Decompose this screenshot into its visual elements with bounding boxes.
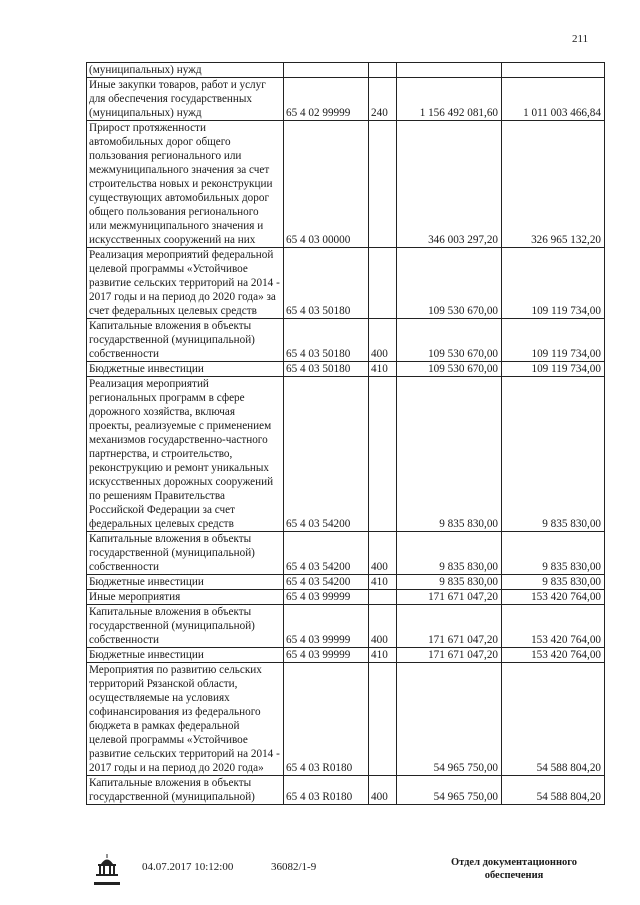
row-name: Иные закупки товаров, работ и услуг для обеспечения государственных (муниципальных) нужд: [87, 78, 284, 121]
row-expense-type: 400: [369, 776, 397, 805]
budget-table-body: [87, 63, 605, 805]
row-amount-2020: 9 835 830,00: [502, 575, 605, 590]
row-expense-type: [369, 248, 397, 319]
row-name: Реализация мероприятий региональных программ в сфере дорожного хозяйства, включая проекты, реализуемые с применением механизмов государственно-частного партнерства, и строительство, реконструкцию и ремонт уникальных искусственных дорожных сооружений по решениям Правительства Российской Федерации за счет федеральных целевых средств: [87, 377, 284, 532]
duma-logo: [92, 852, 122, 886]
row-target-code: 65 4 03 54200: [284, 377, 369, 532]
row-target-code: 65 4 03 99999: [284, 590, 369, 605]
row-target-code: 65 4 03 54200: [284, 575, 369, 590]
row-amount-2019: 54 965 750,00: [397, 663, 502, 776]
row-name: Иные мероприятия: [87, 590, 284, 605]
row-amount-2020: 326 965 132,20: [502, 121, 605, 248]
row-name: Бюджетные инвестиции: [87, 575, 284, 590]
row-name: Бюджетные инвестиции: [87, 362, 284, 377]
table-row: [87, 575, 605, 590]
row-amount-2019: 9 835 830,00: [397, 377, 502, 532]
row-amount-2019: 9 835 830,00: [397, 575, 502, 590]
row-target-code: 65 4 03 99999: [284, 605, 369, 648]
row-amount-2020: 153 420 764,00: [502, 605, 605, 648]
row-target-code: 65 4 02 99999: [284, 78, 369, 121]
row-expense-type: [369, 590, 397, 605]
row-amount-2019: 346 003 297,20: [397, 121, 502, 248]
row-amount-2019: 109 530 670,00: [397, 319, 502, 362]
row-name: (муниципальных) нужд: [87, 63, 284, 78]
table-row: [87, 63, 605, 78]
row-name: Прирост протяженности автомобильных дорог общего пользования регионального или межмуниципального значения за счет строительства новых и реконструкции существующих автомобильных дорог общего пользования регионального или межмуниципального значения и искусственных сооружений на них: [87, 121, 284, 248]
row-expense-type: 400: [369, 605, 397, 648]
row-target-code: 65 4 03 50180: [284, 248, 369, 319]
row-target-code: 65 4 03 R0180: [284, 776, 369, 805]
table-row: [87, 362, 605, 377]
row-amount-2019: 171 671 047,20: [397, 648, 502, 663]
row-expense-type: 410: [369, 362, 397, 377]
row-name: Капитальные вложения в объекты государственной (муниципальной) собственности: [87, 605, 284, 648]
row-expense-type: [369, 377, 397, 532]
table-row: [87, 319, 605, 362]
row-target-code: 65 4 03 50180: [284, 319, 369, 362]
row-expense-type: 400: [369, 319, 397, 362]
table-row: [87, 532, 605, 575]
row-amount-2020: 54 588 804,20: [502, 776, 605, 805]
row-amount-2020: 109 119 734,00: [502, 362, 605, 377]
row-amount-2019: 171 671 047,20: [397, 605, 502, 648]
row-amount-2019: 171 671 047,20: [397, 590, 502, 605]
row-amount-2020: 153 420 764,00: [502, 590, 605, 605]
row-target-code: 65 4 03 54200: [284, 532, 369, 575]
row-amount-2020: 153 420 764,00: [502, 648, 605, 663]
row-target-code: [284, 63, 369, 78]
row-amount-2020: 54 588 804,20: [502, 663, 605, 776]
row-target-code: 65 4 03 50180: [284, 362, 369, 377]
table-row: [87, 663, 605, 776]
row-amount-2019: [397, 63, 502, 78]
page-number: 211: [572, 33, 589, 45]
table-row: [87, 648, 605, 663]
row-amount-2020: 109 119 734,00: [502, 319, 605, 362]
row-amount-2019: 109 530 670,00: [397, 362, 502, 377]
budget-table: [86, 62, 605, 805]
footer-datetime: 04.07.2017 10:12:00: [142, 861, 234, 873]
row-amount-2019: 54 965 750,00: [397, 776, 502, 805]
row-expense-type: [369, 63, 397, 78]
row-name: Капитальные вложения в объекты государственной (муниципальной): [87, 776, 284, 805]
row-amount-2019: 1 156 492 081,60: [397, 78, 502, 121]
row-expense-type: [369, 663, 397, 776]
table-row: [87, 248, 605, 319]
row-name: Мероприятия по развитию сельских территорий Рязанской области, осуществляемые на условиях софинансирования из федерального бюджета в рамках федеральной целевой программы «Устойчивое развитие сельских территорий на 2014 - 2017 годы и на период до 2020 года»: [87, 663, 284, 776]
table-row: [87, 590, 605, 605]
row-expense-type: 410: [369, 648, 397, 663]
row-amount-2020: [502, 63, 605, 78]
row-amount-2020: 109 119 734,00: [502, 248, 605, 319]
footer-department: Отдел документационного обеспечения: [450, 857, 578, 881]
row-name: Капитальные вложения в объекты государственной (муниципальной) собственности: [87, 319, 284, 362]
row-name: Капитальные вложения в объекты государственной (муниципальной) собственности: [87, 532, 284, 575]
row-target-code: 65 4 03 R0180: [284, 663, 369, 776]
table-row: [87, 78, 605, 121]
row-name: Бюджетные инвестиции: [87, 648, 284, 663]
row-expense-type: 400: [369, 532, 397, 575]
row-amount-2019: 109 530 670,00: [397, 248, 502, 319]
row-expense-type: 240: [369, 78, 397, 121]
row-amount-2020: 9 835 830,00: [502, 532, 605, 575]
table-row: [87, 121, 605, 248]
row-name: Реализация мероприятий федеральной целевой программы «Устойчивое развитие сельских территорий на 2014 - 2017 годы и на период до 2020 года» за счет федеральных целевых средств: [87, 248, 284, 319]
footer-doc-number: 36082/1-9: [271, 861, 317, 873]
table-row: [87, 377, 605, 532]
row-target-code: 65 4 03 00000: [284, 121, 369, 248]
row-target-code: 65 4 03 99999: [284, 648, 369, 663]
row-amount-2020: 9 835 830,00: [502, 377, 605, 532]
row-amount-2019: 9 835 830,00: [397, 532, 502, 575]
table-row: [87, 776, 605, 805]
row-expense-type: 410: [369, 575, 397, 590]
table-row: [87, 605, 605, 648]
row-expense-type: [369, 121, 397, 248]
duma-building-icon: [92, 852, 122, 886]
row-amount-2020: 1 011 003 466,84: [502, 78, 605, 121]
